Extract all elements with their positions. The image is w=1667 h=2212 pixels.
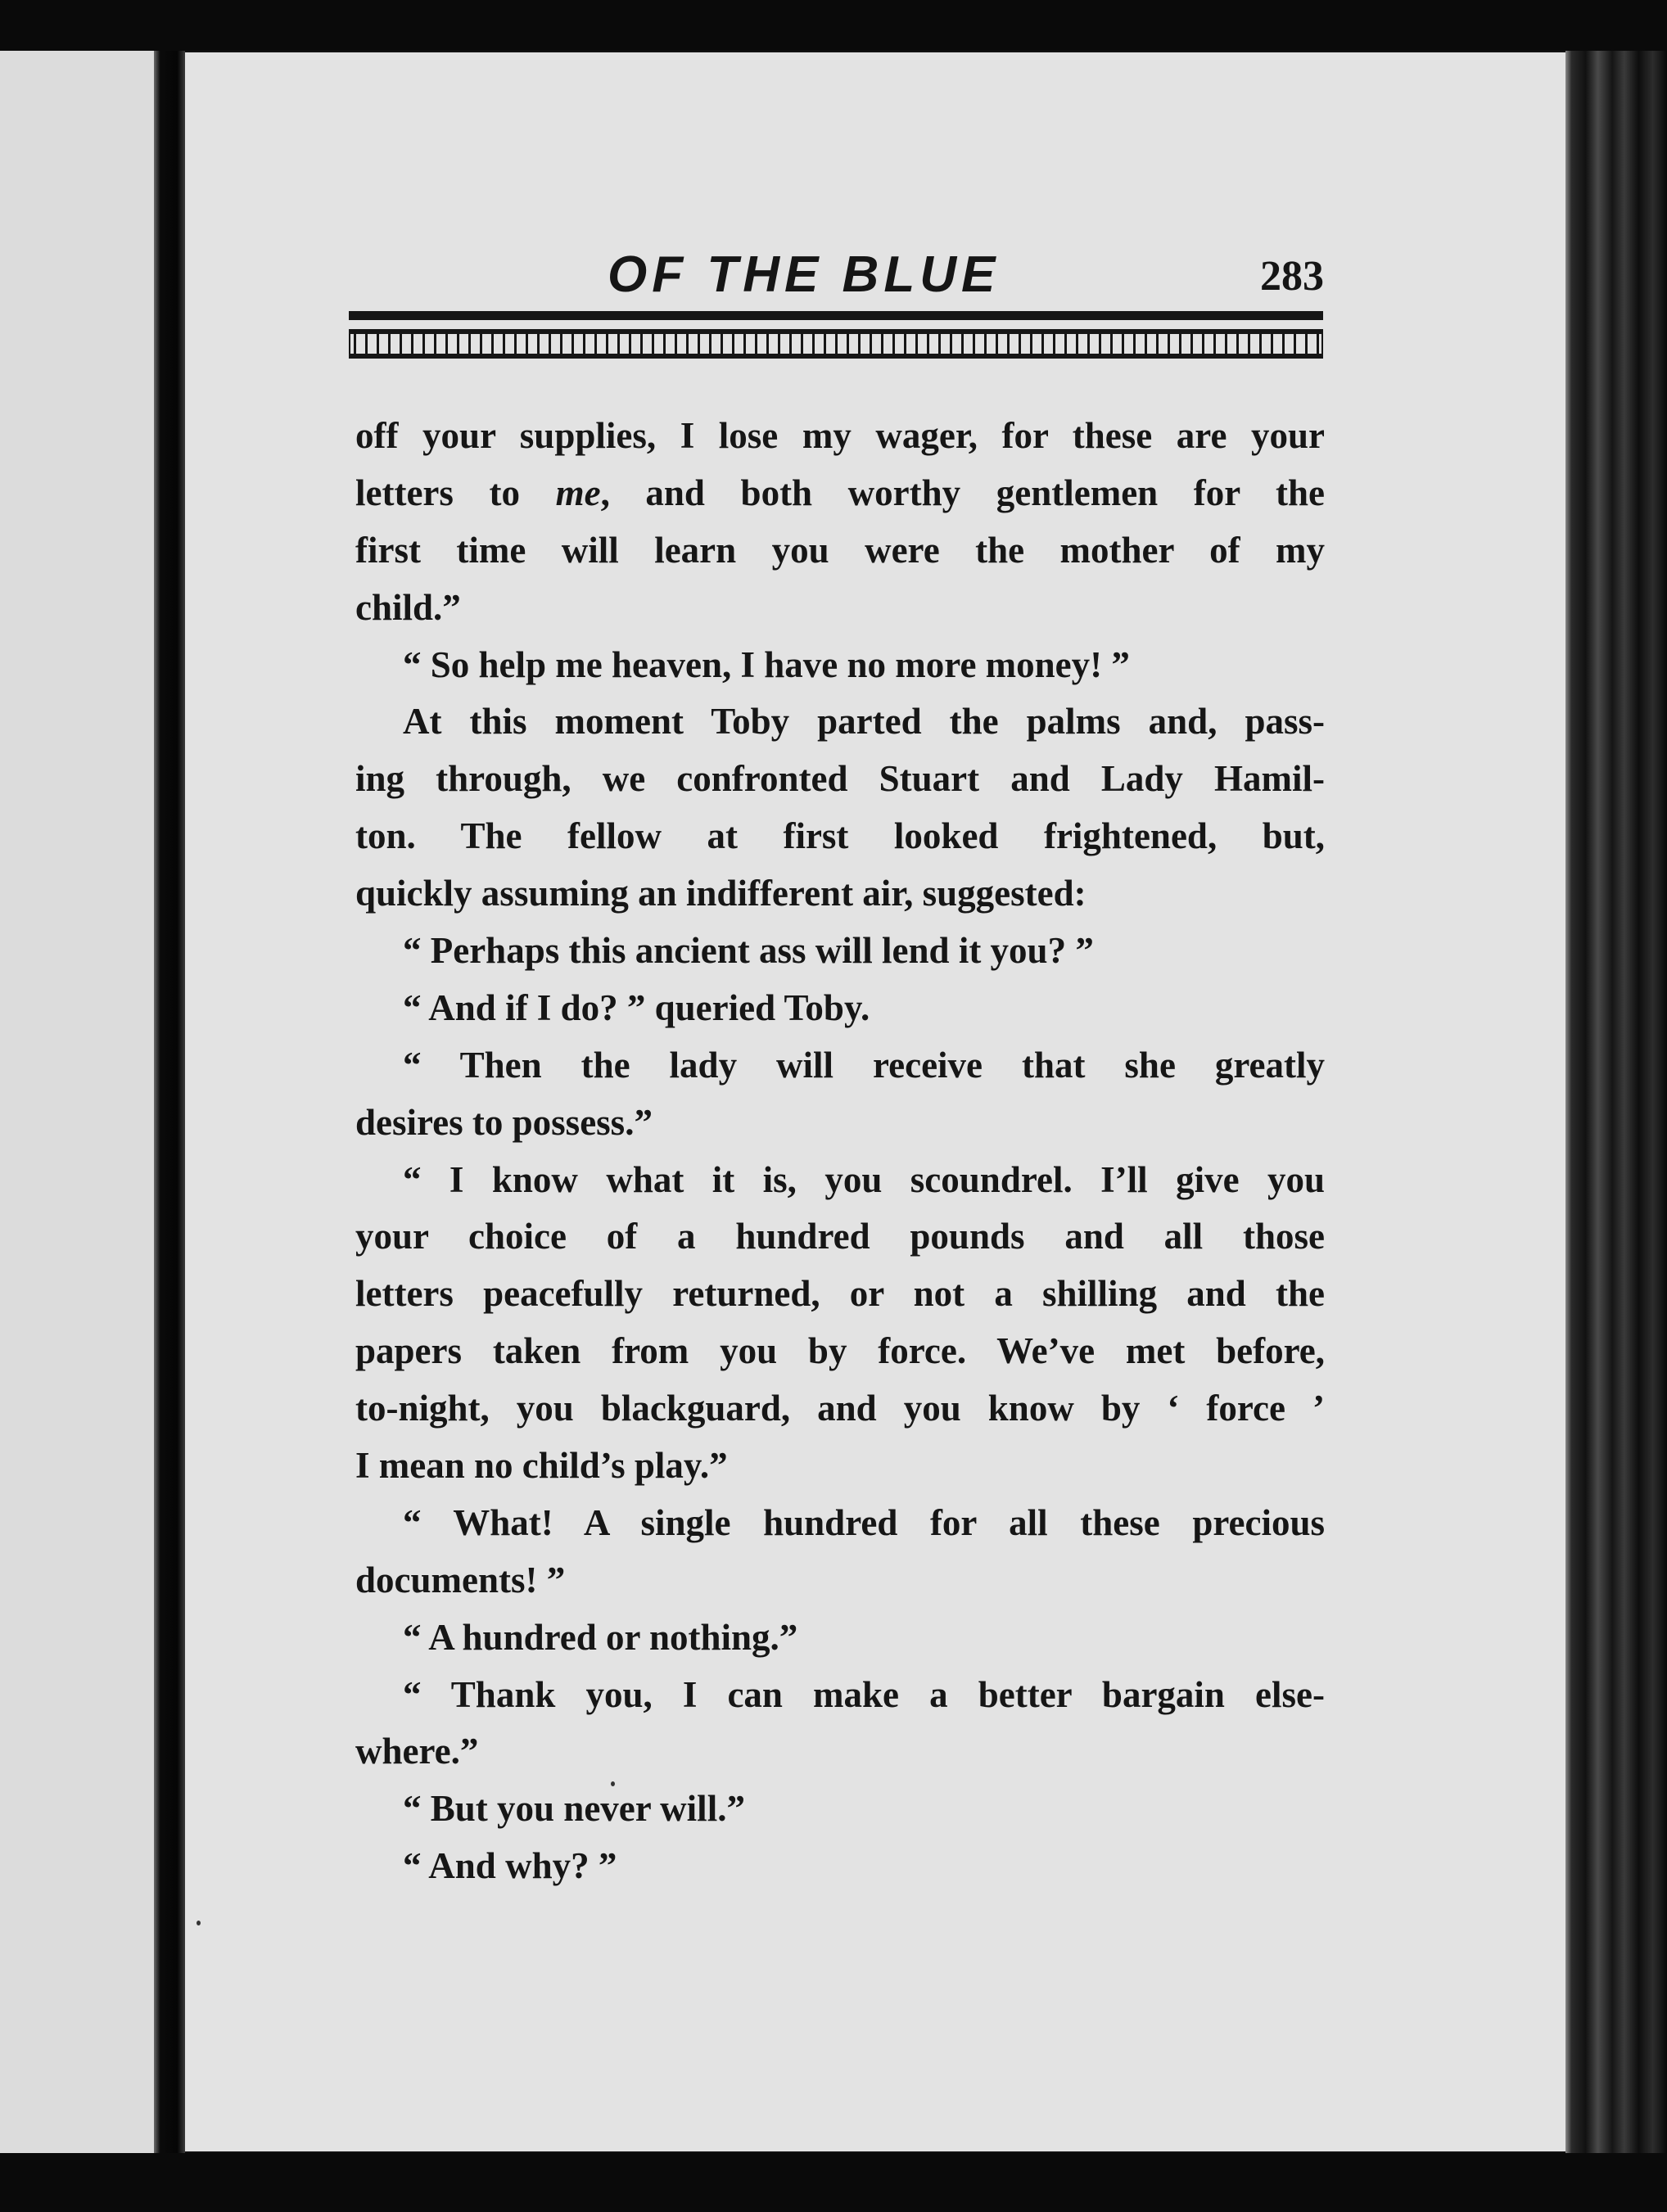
text-line: documents! ” xyxy=(355,1559,566,1600)
top-scan-border xyxy=(0,0,1667,51)
page-number: 283 xyxy=(1260,253,1324,300)
text-line: I mean no child’s play.” xyxy=(355,1445,728,1487)
emphasis-me: me xyxy=(555,472,601,513)
text-span: , and both worthy gentlemen for the xyxy=(600,472,1326,513)
text-line: “ But you never will.” xyxy=(403,1788,745,1830)
text-line: “ Then the lady will receive that she greatly xyxy=(403,1044,1325,1086)
text-line: first time will learn you were the mother of my xyxy=(355,529,1325,571)
book-gutter xyxy=(154,51,185,2153)
text-line: ing through, we confronted Stuart and Lady Hamil- xyxy=(355,758,1325,800)
text-span: letters to xyxy=(355,472,556,513)
text-line: where.” xyxy=(355,1731,479,1772)
text-line: off your supplies, I lose my wager, for these are your xyxy=(355,415,1325,456)
previous-page-edge xyxy=(0,51,154,2153)
text-line: “ What! A single hundred for all these precious xyxy=(403,1501,1325,1543)
page-stack-edge xyxy=(1565,51,1667,2153)
text-line: child.” xyxy=(355,586,461,628)
body-text xyxy=(355,408,1325,1895)
text-line: letters peacefully returned, or not a shilling and the xyxy=(355,1273,1325,1315)
text-line: papers taken from you by force. We’ve met before, xyxy=(355,1330,1325,1372)
text-line: desires to possess.” xyxy=(355,1101,653,1143)
text-line: quickly assuming an indifferent air, suggested: xyxy=(355,873,1086,914)
text-line: your choice of a hundred pounds and all those xyxy=(355,1216,1325,1257)
text-line: At this moment Toby parted the palms and, pass- xyxy=(403,701,1325,743)
text-line xyxy=(355,465,1325,522)
text-line: “ A hundred or nothing.” xyxy=(403,1616,798,1658)
print-speck xyxy=(197,1921,201,1925)
bottom-scan-border xyxy=(0,2153,1667,2212)
running-title: OF THE BLUE xyxy=(608,246,1001,303)
ornamental-border xyxy=(349,329,1323,359)
text-line: to-night, you blackguard, and you know by ‘ force ’ xyxy=(355,1388,1325,1429)
text-line: “ And if I do? ” queried Toby. xyxy=(403,986,870,1028)
running-header xyxy=(354,246,1324,319)
print-speck xyxy=(611,1781,615,1786)
text-line: “ I know what it is, you scoundrel. I’ll give you xyxy=(403,1158,1325,1200)
header-rule xyxy=(349,311,1323,320)
text-line: “ Perhaps this ancient ass will lend it you? ” xyxy=(403,930,1094,972)
text-line: “ So help me heaven, I have no more money! ” xyxy=(403,643,1130,685)
text-line: “ Thank you, I can make a better bargain else- xyxy=(403,1673,1325,1715)
text-line: “ And why? ” xyxy=(403,1845,617,1887)
text-line: ton. The fellow at first looked frightened, but, xyxy=(355,815,1325,857)
